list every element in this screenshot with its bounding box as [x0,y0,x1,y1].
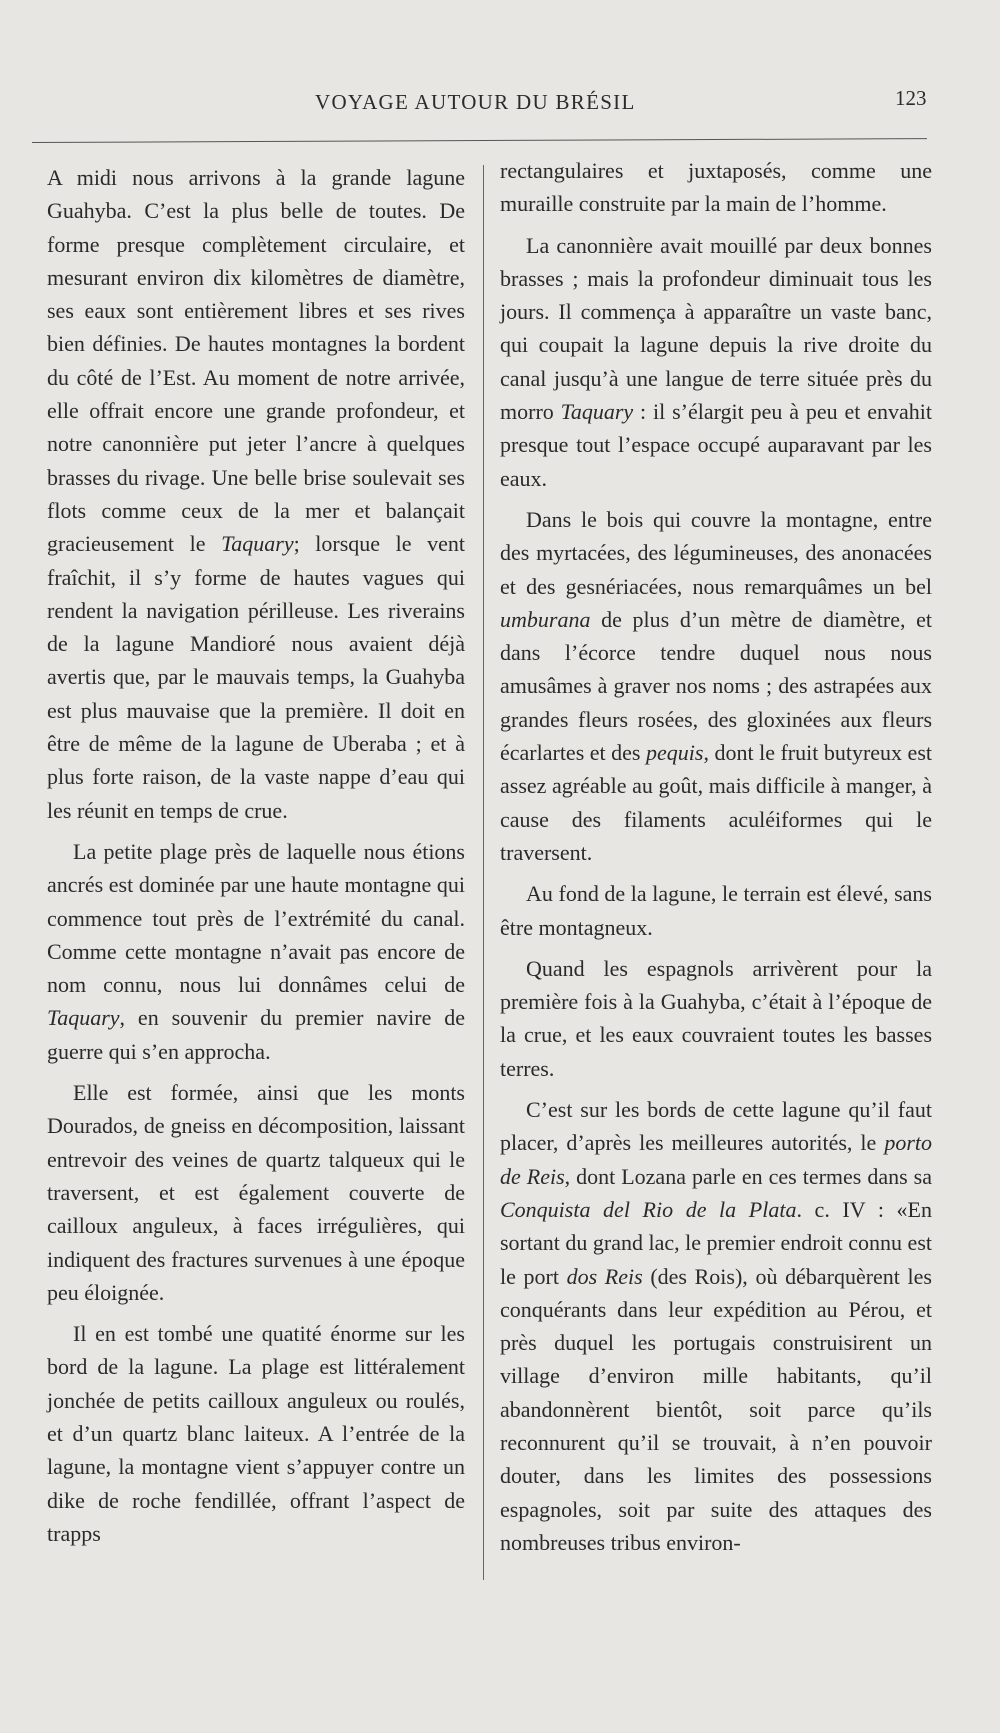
paragraph: rectangulaires et juxtaposés, comme une muraille construite par la main de l’homme. [500,158,932,217]
paragraph: Elle est formée, ainsi que les monts Dourados, de gneiss en décomposition, laissant entrevoir des veines de quartz talqueux qui le traversent, et est également couverte de cailloux anguleux, à faces irrégulières, qui indiquent des fractures survenues à une époque peu éloignée. [47,1080,465,1305]
paragraph: La canonnière avait mouillé par deux bonnes brasses ; mais la profondeur diminuait tous les jours. Il commença à apparaître un vaste banc, qui coupait la lagune depuis la rive droite du canal jusqu’à une langue de terre située près du morro Taquary : il s’élargit peu à peu et envahit presque tout l’espace occupé auparavant par les eaux. [500,232,932,491]
page-number: 123 [895,86,927,110]
paragraph: Dans le bois qui couvre la montagne, entre des myrtacées, des légumineuses, des anonacées et des gesnériacées, nous remarquâmes un bel umburana de plus d’un mètre de diamètre, et dans l’écorce tendre duquel nous nous amusâmes à graver nos noms ; des astrapées aux grandes fleurs rosées, des gloxinées aux fleurs écarlartes et des pequis, dont le fruit butyreux est assez agréable au goût, mais difficile à manger, à cause des filaments aculéiformes qui le traversent. [500,506,932,865]
left-column [47,161,465,1558]
paragraph: La petite plage près de laquelle nous étions ancrés est dominée par une haute montagne qui commence tout près de l’extrémité du canal. Comme cette montagne n’avait pas encore de nom connu, nous lui donnâmes celui de Taquary, en souvenir du premier navire de guerre qui s’en approcha. [47,838,465,1064]
header-rule [32,138,927,143]
running-title: VOYAGE AUTOUR DU BRÉSIL [315,90,636,114]
right-column [500,154,932,1567]
paragraph: Il en est tombé une quatité énorme sur les bord de la lagune. La plage est littéralement jonchée de petits cailloux anguleux ou roulés, et d’un quartz blanc laiteux. A l’entrée de la lagune, la montagne vient s’appuyer contre un dike de roche fendillée, offrant l’aspect de trapps [47,1321,465,1546]
running-header [0,86,1000,116]
column-divider [483,165,484,1580]
paragraph: Au fond de la lagune, le terrain est élevé, sans être montagneux. [500,881,932,940]
paragraph: Quand les espagnols arrivèrent pour la première fois à la Guahyba, c’était à l’époque de la crue, et les eaux couvraient toutes les basses terres. [500,955,932,1081]
paragraph: C’est sur les bords de cette lagune qu’il faut placer, d’après les meilleures autorités, le porto de Reis, dont Lozana parle en ces termes dans sa Conquista del Rio de la Plata. c. IV : «En sortant du grand lac, le premier endroit connu est le port dos Reis (des Rois), où débarquèrent les conquérants dans leur expédition au Pérou, et près duquel les portugais construisirent un village d’environ mille habitants, qu’il abandonnèrent bientôt, soit parce qu’ils reconnurent qu’il se trouvait, à n’en pouvoir douter, dans les limites des possessions espagnoles, soit par suite des attaques des nombreuses tribus environ- [500,1097,932,1555]
paragraph: A midi nous arrivons à la grande lagune Guahyba. C’est la plus belle de toutes. De forme presque complètement circulaire, et mesurant environ dix kilomètres de diamètre, ses eaux sont entièrement libres et ses rives bien définies. De hautes montagnes la bordent du côté de l’Est. Au moment de notre arrivée, elle offrait encore une grande profondeur, et notre canonnière put jeter l’ancre à quelques brasses du rivage. Une belle brise soulevait ses flots comme ceux de la mer et balançait gracieusement le Taquary; lorsque le vent fraîchit, il s’y forme de hautes vagues qui rendent la navigation périlleuse. Les riverains de la lagune Mandioré nous avaient déjà avertis que, par le mauvais temps, la Guahyba est plus mauvaise que la première. Il doit en être de même de la lagune de Uberaba ; et à plus forte raison, de la vaste nappe d’eau qui les réunit en temps de crue. [47,165,465,823]
